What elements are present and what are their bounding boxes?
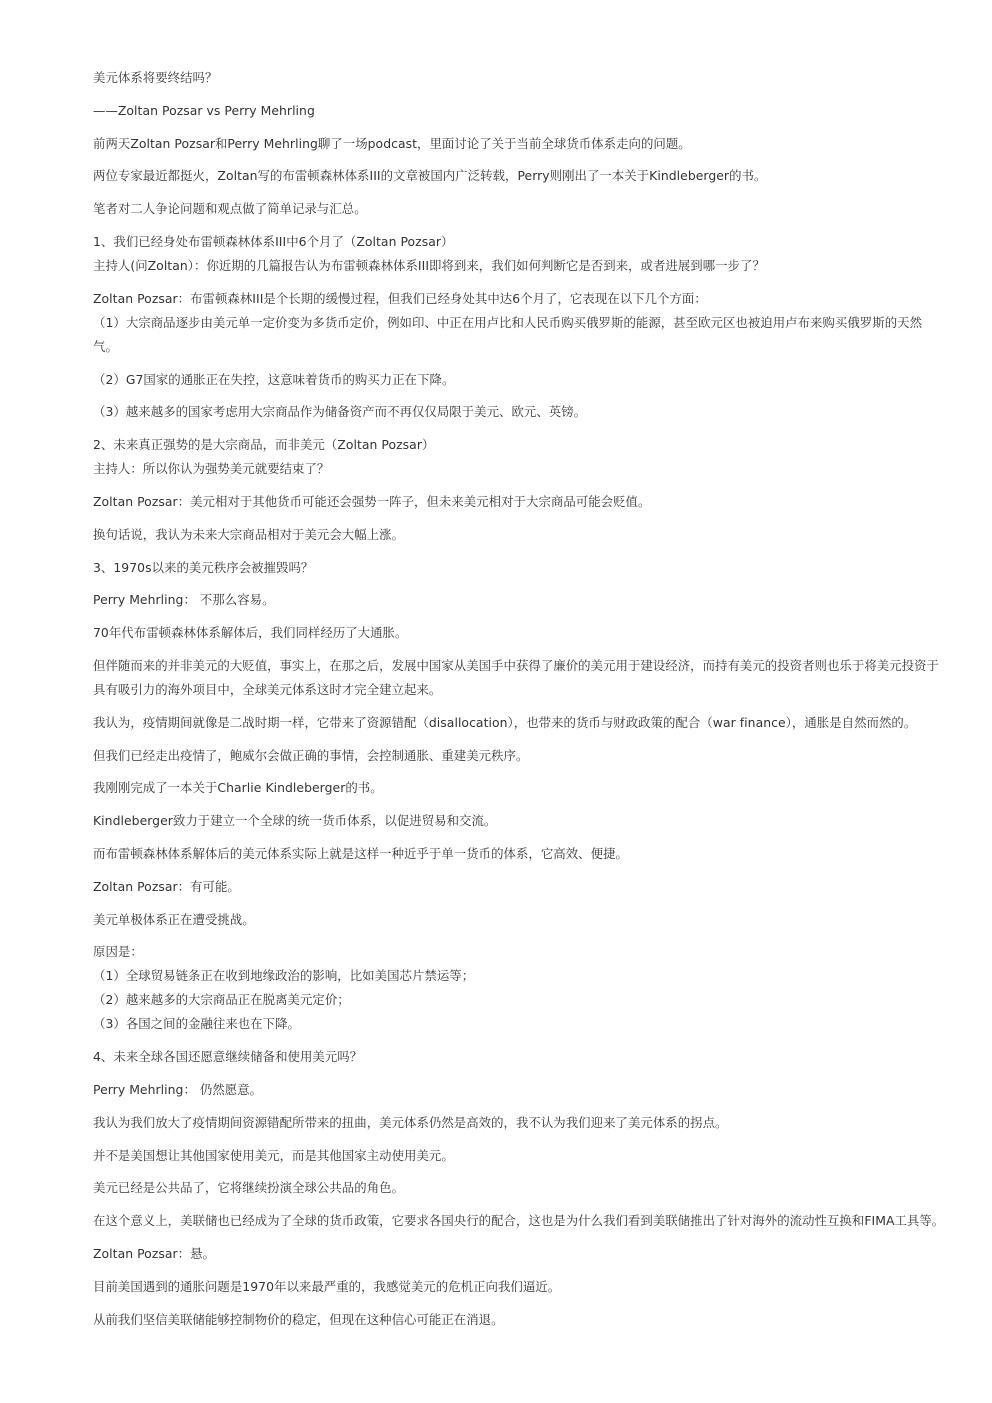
- paragraph-line: 并不是美国想让其他国家使用美元，而是其他国家主动使用美元。: [93, 1147, 454, 1163]
- paragraph: [93, 1111, 945, 1135]
- paragraph: [93, 809, 945, 833]
- paragraph-line: 我刚刚完成了一本关于Charlie Kindleberger的书。: [93, 780, 383, 796]
- paragraph: [93, 1045, 945, 1069]
- paragraph-line: 原因是：: [93, 944, 143, 960]
- paragraph-line: Perry Mehrling： 仍然愿意。: [93, 1081, 263, 1097]
- paragraph-line: Zoltan Pozsar：美元相对于其他货币可能还会强势一阵子，但未来美元相对于大宗商品可能会贬值。: [93, 493, 651, 509]
- paragraph-line: Zoltan Pozsar：有可能。: [93, 878, 240, 894]
- document-body: [93, 66, 945, 1340]
- paragraph: [93, 556, 945, 580]
- paragraph-line: 而布雷顿森林体系解体后的美元体系实际上就是这样一种近乎于单一货币的体系，它高效、便捷。: [93, 845, 628, 861]
- paragraph-line: 前两天Zoltan Pozsar和Perry Mehrling聊了一场podcast，里面讨论了关于当前全球货币体系走向的问题。: [93, 135, 691, 151]
- paragraph: [93, 1242, 945, 1266]
- paragraph-line: 从前我们坚信美联储能够控制物价的稳定，但现在这种信心可能正在消退。: [93, 1311, 504, 1327]
- paragraph-line: 2、未来真正强势的是大宗商品，而非美元（Zoltan Pozsar）: [93, 437, 435, 453]
- paragraph: [93, 654, 945, 702]
- paragraph-line: （2）G7国家的通胀正在失控，这意味着货币的购买力正在下降。: [93, 371, 455, 387]
- paragraph: [93, 908, 945, 932]
- paragraph: [93, 1209, 945, 1233]
- paragraph-line: Kindleberger致力于建立一个全球的统一货币体系，以促进贸易和交流。: [93, 813, 497, 829]
- paragraph-line: 但我们已经走出疫情了，鲍威尔会做正确的事情，会控制通胀、重建美元秩序。: [93, 747, 529, 763]
- paragraph: [93, 132, 945, 156]
- paragraph-line: 笔者对二人争论问题和观点做了简单记录与汇总。: [93, 201, 367, 217]
- document-title: 美元体系将要终结吗？: [93, 70, 218, 85]
- paragraph: [93, 230, 945, 278]
- paragraph-line: 我认为我们放大了疫情期间资源错配所带来的扭曲，美元体系仍然是高效的，我不认为我们迎来了美元体系的拐点。: [93, 1114, 728, 1130]
- paragraph: [93, 1144, 945, 1168]
- paragraph-line: 70年代布雷顿森林体系解体后，我们同样经历了大通胀。: [93, 625, 408, 641]
- paragraph-line: 但伴随而来的并非美元的大贬值，事实上，在那之后，发展中国家从美国手中获得了廉价的美元用于建设经济，而持有美元的投资者则也乐于将美元投资于具有吸引力的海外项目中，全球美元体系这时才完全建立起来。: [93, 657, 939, 697]
- paragraph: [93, 287, 945, 359]
- paragraph: [93, 490, 945, 514]
- document-subtitle: ——Zoltan Pozsar vs Perry Mehrling: [93, 102, 315, 118]
- paragraph-line: 主持人(问Zoltan）：你近期的几篇报告认为布雷顿森林体系III即将到来，我们如何判断它是否到来，或者进展到哪一步了？: [93, 257, 765, 273]
- paragraph-line: 1、我们已经身处布雷顿森林体系III中6个月了（Zoltan Pozsar）: [93, 233, 454, 249]
- paragraph-line: 主持人：所以你认为强势美元就要结束了？: [93, 461, 330, 477]
- paragraph-line: 美元已经是公共品了，它将继续扮演全球公共品的角色。: [93, 1180, 405, 1196]
- paragraph-line: （2）越来越多的大宗商品正在脱离美元定价；: [93, 992, 350, 1008]
- paragraph-line: 我认为，疫情期间就像是二战时期一样，它带来了资源错配（disallocation），也带来的货币与财政政策的配合（war finance），通胀是自然而然的。: [93, 714, 917, 730]
- paragraph: [93, 400, 945, 424]
- paragraph-line: Perry Mehrling： 不那么容易。: [93, 592, 275, 608]
- paragraph-line: （1）大宗商品逐步由美元单一定价变为多货币定价，例如印、中正在用卢比和人民币购买俄罗斯的能源，甚至欧元区也被迫用卢布来购买俄罗斯的天然气。: [93, 314, 923, 354]
- paragraph-line: （1）全球贸易链条正在收到地缘政治的影响，比如美国芯片禁运等；: [93, 968, 475, 984]
- paragraph: [93, 842, 945, 866]
- paragraph: [93, 621, 945, 645]
- paragraph-line: 3、1970s以来的美元秩序会被摧毁吗？: [93, 559, 314, 575]
- paragraph: [93, 744, 945, 768]
- paragraph: [93, 1308, 945, 1332]
- paragraph: [93, 776, 945, 800]
- paragraph: [93, 588, 945, 612]
- paragraph: [93, 1275, 945, 1299]
- paragraph-line: Zoltan Pozsar：悬。: [93, 1245, 215, 1261]
- paragraph: [93, 940, 945, 1036]
- paragraph: [93, 711, 945, 735]
- paragraph-line: 美元单极体系正在遭受挑战。: [93, 911, 255, 927]
- paragraph-line: 目前美国遇到的通胀问题是1970年以来最严重的，我感觉美元的危机正向我们逼近。: [93, 1278, 561, 1294]
- paragraph: [93, 368, 945, 392]
- paragraph: [93, 875, 945, 899]
- paragraph: [93, 1078, 945, 1102]
- paragraph-line: 换句话说，我认为未来大宗商品相对于美元会大幅上涨。: [93, 526, 405, 542]
- paragraph: [93, 197, 945, 221]
- paragraph-line: 在这个意义上，美联储也已经成为了全球的货币政策，它要求各国央行的配合，这也是为什么我们看到美联储推出了针对海外的流动性互换和FIMA工具等。: [93, 1213, 945, 1229]
- paragraph-list: [93, 132, 945, 1332]
- paragraph-line: 两位专家最近都挺火，Zoltan写的布雷顿森林体系III的文章被国内广泛转载，Perry则刚出了一本关于Kindleberger的书。: [93, 168, 767, 184]
- paragraph: [93, 523, 945, 547]
- paragraph: [93, 1176, 945, 1200]
- paragraph: [93, 164, 945, 188]
- paragraph-line: （3）越来越多的国家考虑用大宗商品作为储备资产而不再仅仅局限于美元、欧元、英镑。: [93, 404, 587, 420]
- paragraph-line: （3）各国之间的金融往来也在下降。: [93, 1016, 300, 1032]
- paragraph-line: 4、未来全球各国还愿意继续储备和使用美元吗？: [93, 1049, 363, 1065]
- paragraph-line: Zoltan Pozsar：布雷顿森林III是个长期的缓慢过程，但我们已经身处其中达6个月了，它表现在以下几个方面：: [93, 290, 707, 306]
- paragraph: [93, 433, 945, 481]
